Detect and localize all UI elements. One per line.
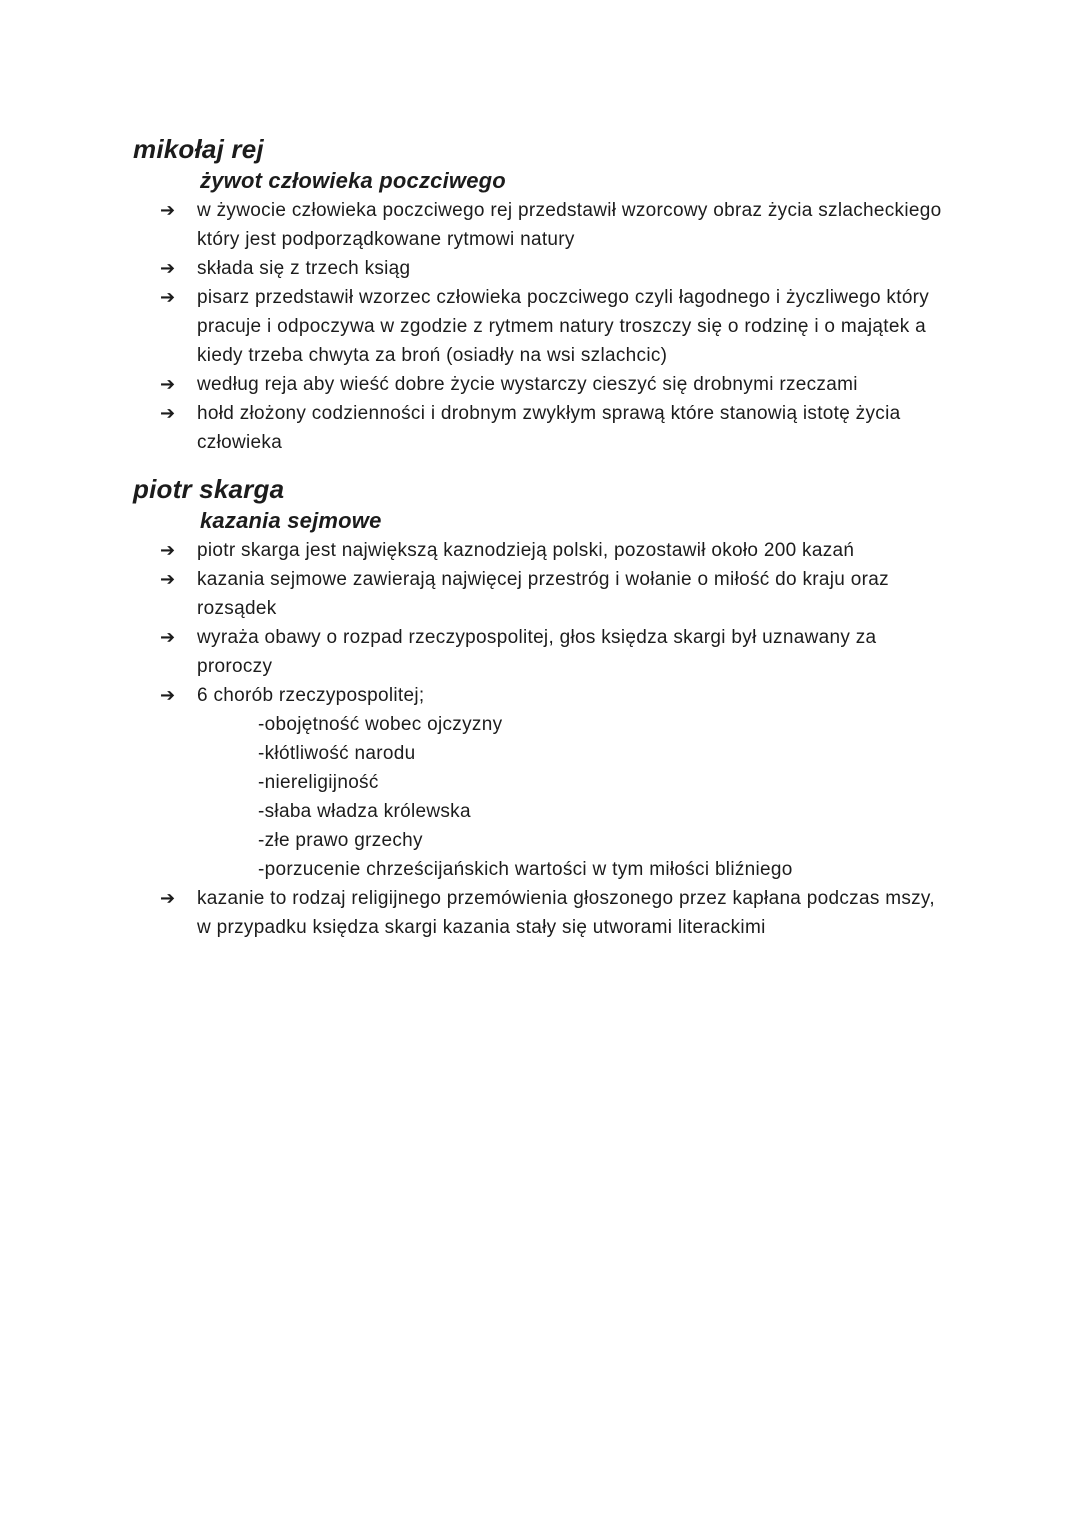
bullet-body	[197, 536, 949, 565]
bullet-item	[160, 565, 985, 623]
subitem-list	[197, 710, 949, 884]
bullet-item	[160, 681, 985, 884]
arrow-bullet-icon: ➔	[160, 258, 176, 279]
bullet-body	[197, 254, 949, 283]
bullet-text: wyraża obawy o rozpad rzeczypospolitej, głos księdza skargi był uznawany za proroczy	[197, 627, 877, 677]
subitem-text: -porzucenie chrześcijańskich wartości w tym miłości bliźniego	[258, 859, 793, 880]
bullet-list	[133, 536, 985, 942]
bullet-item	[160, 196, 985, 254]
arrow-bullet-icon: ➔	[160, 374, 176, 395]
arrow-bullet-icon: ➔	[160, 403, 176, 424]
bullet-item	[160, 283, 985, 370]
section-heading: mikołaj rej	[133, 134, 264, 164]
section-subheading: żywot człowieka poczciwego	[200, 168, 506, 193]
bullet-body	[197, 196, 949, 254]
bullet-item	[160, 370, 985, 399]
arrow-bullet-icon: ➔	[160, 200, 176, 221]
bullet-body	[197, 399, 949, 457]
section-subheading: kazania sejmowe	[200, 508, 382, 533]
bullet-text: kazanie to rodzaj religijnego przemówienia głoszonego przez kapłana podczas mszy, w przypadku księdza skargi kazania stały się utworami literackimi	[197, 888, 935, 938]
bullet-item	[160, 536, 985, 565]
section-heading: piotr skarga	[133, 474, 285, 504]
bullet-body	[197, 884, 949, 942]
arrow-bullet-icon: ➔	[160, 888, 176, 909]
arrow-bullet-icon: ➔	[160, 569, 176, 590]
bullet-text: pisarz przedstawił wzorzec człowieka poczciwego czyli łagodnego i życzliwego który pracuje i odpoczywa w zgodzie z rytmem natury troszczy się o rodzinę i o majątek a kiedy trzeba chwyta za broń (osiadły na wsi szlachcic)	[197, 287, 930, 366]
bullet-item	[160, 399, 985, 457]
bullet-list	[133, 196, 985, 457]
section	[133, 133, 985, 457]
bullet-body	[197, 565, 949, 623]
arrow-bullet-icon: ➔	[160, 540, 176, 561]
bullet-text: według reja aby wieść dobre życie wystarczy cieszyć się drobnymi rzeczami	[197, 374, 858, 395]
section	[133, 473, 985, 942]
subitem-text: -złe prawo grzechy	[258, 830, 423, 851]
arrow-bullet-icon: ➔	[160, 627, 176, 648]
bullet-body	[197, 681, 949, 884]
arrow-bullet-icon: ➔	[160, 685, 176, 706]
arrow-bullet-icon: ➔	[160, 287, 176, 308]
subitem-text: -słaba władza królewska	[258, 801, 471, 822]
bullet-text: w żywocie człowieka poczciwego rej przedstawił wzorcowy obraz życia szlacheckiego który jest podporządkowane rytmowi natury	[197, 200, 942, 250]
bullet-item	[160, 623, 985, 681]
bullet-body	[197, 283, 949, 370]
bullet-body	[197, 623, 949, 681]
subitem-text: -kłótliwość narodu	[258, 743, 416, 764]
bullet-text: składa się z trzech ksiąg	[197, 258, 411, 279]
subitem-text: -obojętność wobec ojczyzny	[258, 714, 503, 735]
bullet-item	[160, 254, 985, 283]
subitem-text: -niereligijność	[258, 772, 379, 793]
bullet-text: piotr skarga jest największą kaznodzieją polski, pozostawił około 200 kazań	[197, 540, 855, 561]
bullet-text: kazania sejmowe zawierają najwięcej przestróg i wołanie o miłość do kraju oraz rozsądek	[197, 569, 889, 619]
bullet-text: hołd złożony codzienności i drobnym zwykłym sprawą które stanowią istotę życia człowieka	[197, 403, 901, 453]
bullet-body	[197, 370, 949, 399]
bullet-text: 6 chorób rzeczypospolitej;	[197, 685, 425, 706]
bullet-item	[160, 884, 985, 942]
sections-container	[133, 133, 985, 942]
